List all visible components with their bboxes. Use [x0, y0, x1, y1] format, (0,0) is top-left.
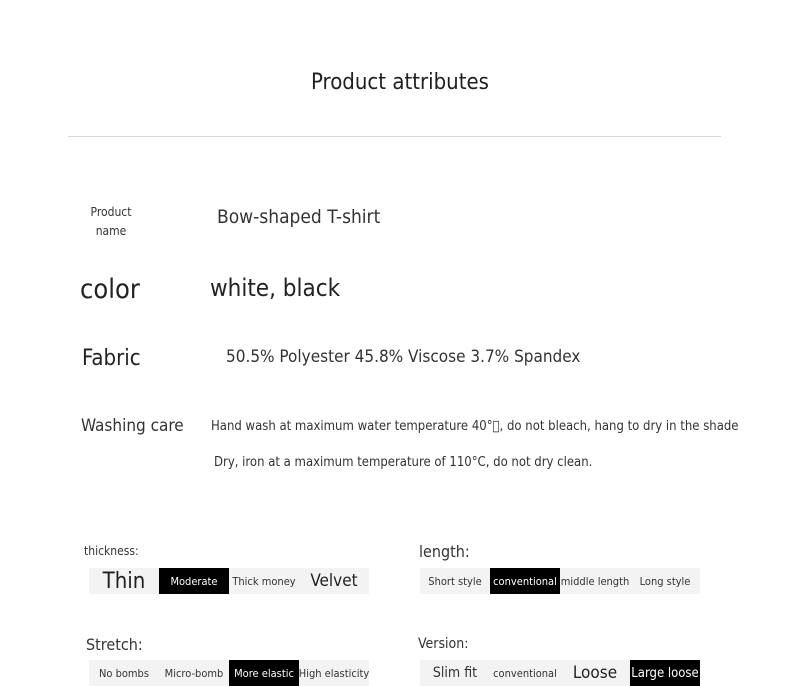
length-option-short-style: Short style: [428, 574, 482, 588]
color-value: white, black: [210, 274, 341, 302]
thickness-option-moderate: Moderate: [159, 568, 229, 594]
thickness-option-thin: Thin: [102, 568, 146, 594]
washing-care-label: Washing care: [81, 416, 184, 436]
washing-care-line-2: Dry, iron at a maximum temperature of 110°C, do not dry clean.: [214, 455, 593, 470]
thickness-scale: [89, 568, 369, 594]
title-divider: [68, 136, 721, 137]
product-name-label: Product name: [90, 205, 132, 238]
length-option-conventional: conventional: [490, 568, 560, 594]
version-label: Version:: [418, 636, 469, 652]
product-name-value: Bow-shaped T-shirt: [217, 206, 381, 228]
thickness-option-velvet: Velvet: [310, 570, 358, 591]
thickness-label: thickness:: [84, 544, 139, 558]
stretch-option-micro-bomb: Micro-bomb: [164, 666, 224, 680]
stretch-option-more-elastic: More elastic: [229, 660, 299, 686]
page-title: Product attributes: [311, 70, 489, 95]
stretch-option-high-elasticity: High elasticity: [298, 666, 370, 680]
version-option-conventional: conventional: [493, 666, 557, 680]
length-option-long-style: Long style: [639, 574, 691, 588]
version-option-slim-fit: Slim fit: [432, 664, 478, 681]
length-option-middle-length: middle length: [560, 574, 630, 588]
stretch-scale: [89, 660, 369, 686]
fabric-value: 50.5% Polyester 45.8% Viscose 3.7% Spandex: [226, 347, 581, 367]
stretch-label: Stretch:: [86, 635, 143, 654]
color-label: color: [80, 274, 140, 305]
length-label: length:: [419, 542, 470, 561]
stretch-option-no-bombs: No bombs: [98, 666, 149, 680]
version-option-loose: Loose: [572, 662, 618, 683]
fabric-label: Fabric: [82, 346, 141, 371]
length-scale: [420, 568, 700, 594]
thickness-option-thick-money: Thick money: [232, 574, 296, 588]
version-scale: [420, 660, 700, 686]
washing-care-line-1: Hand wash at maximum water temperature 40° , do not bleach, hang to dry in the shade: [211, 419, 739, 434]
version-option-large-loose: Large loose: [630, 660, 700, 686]
